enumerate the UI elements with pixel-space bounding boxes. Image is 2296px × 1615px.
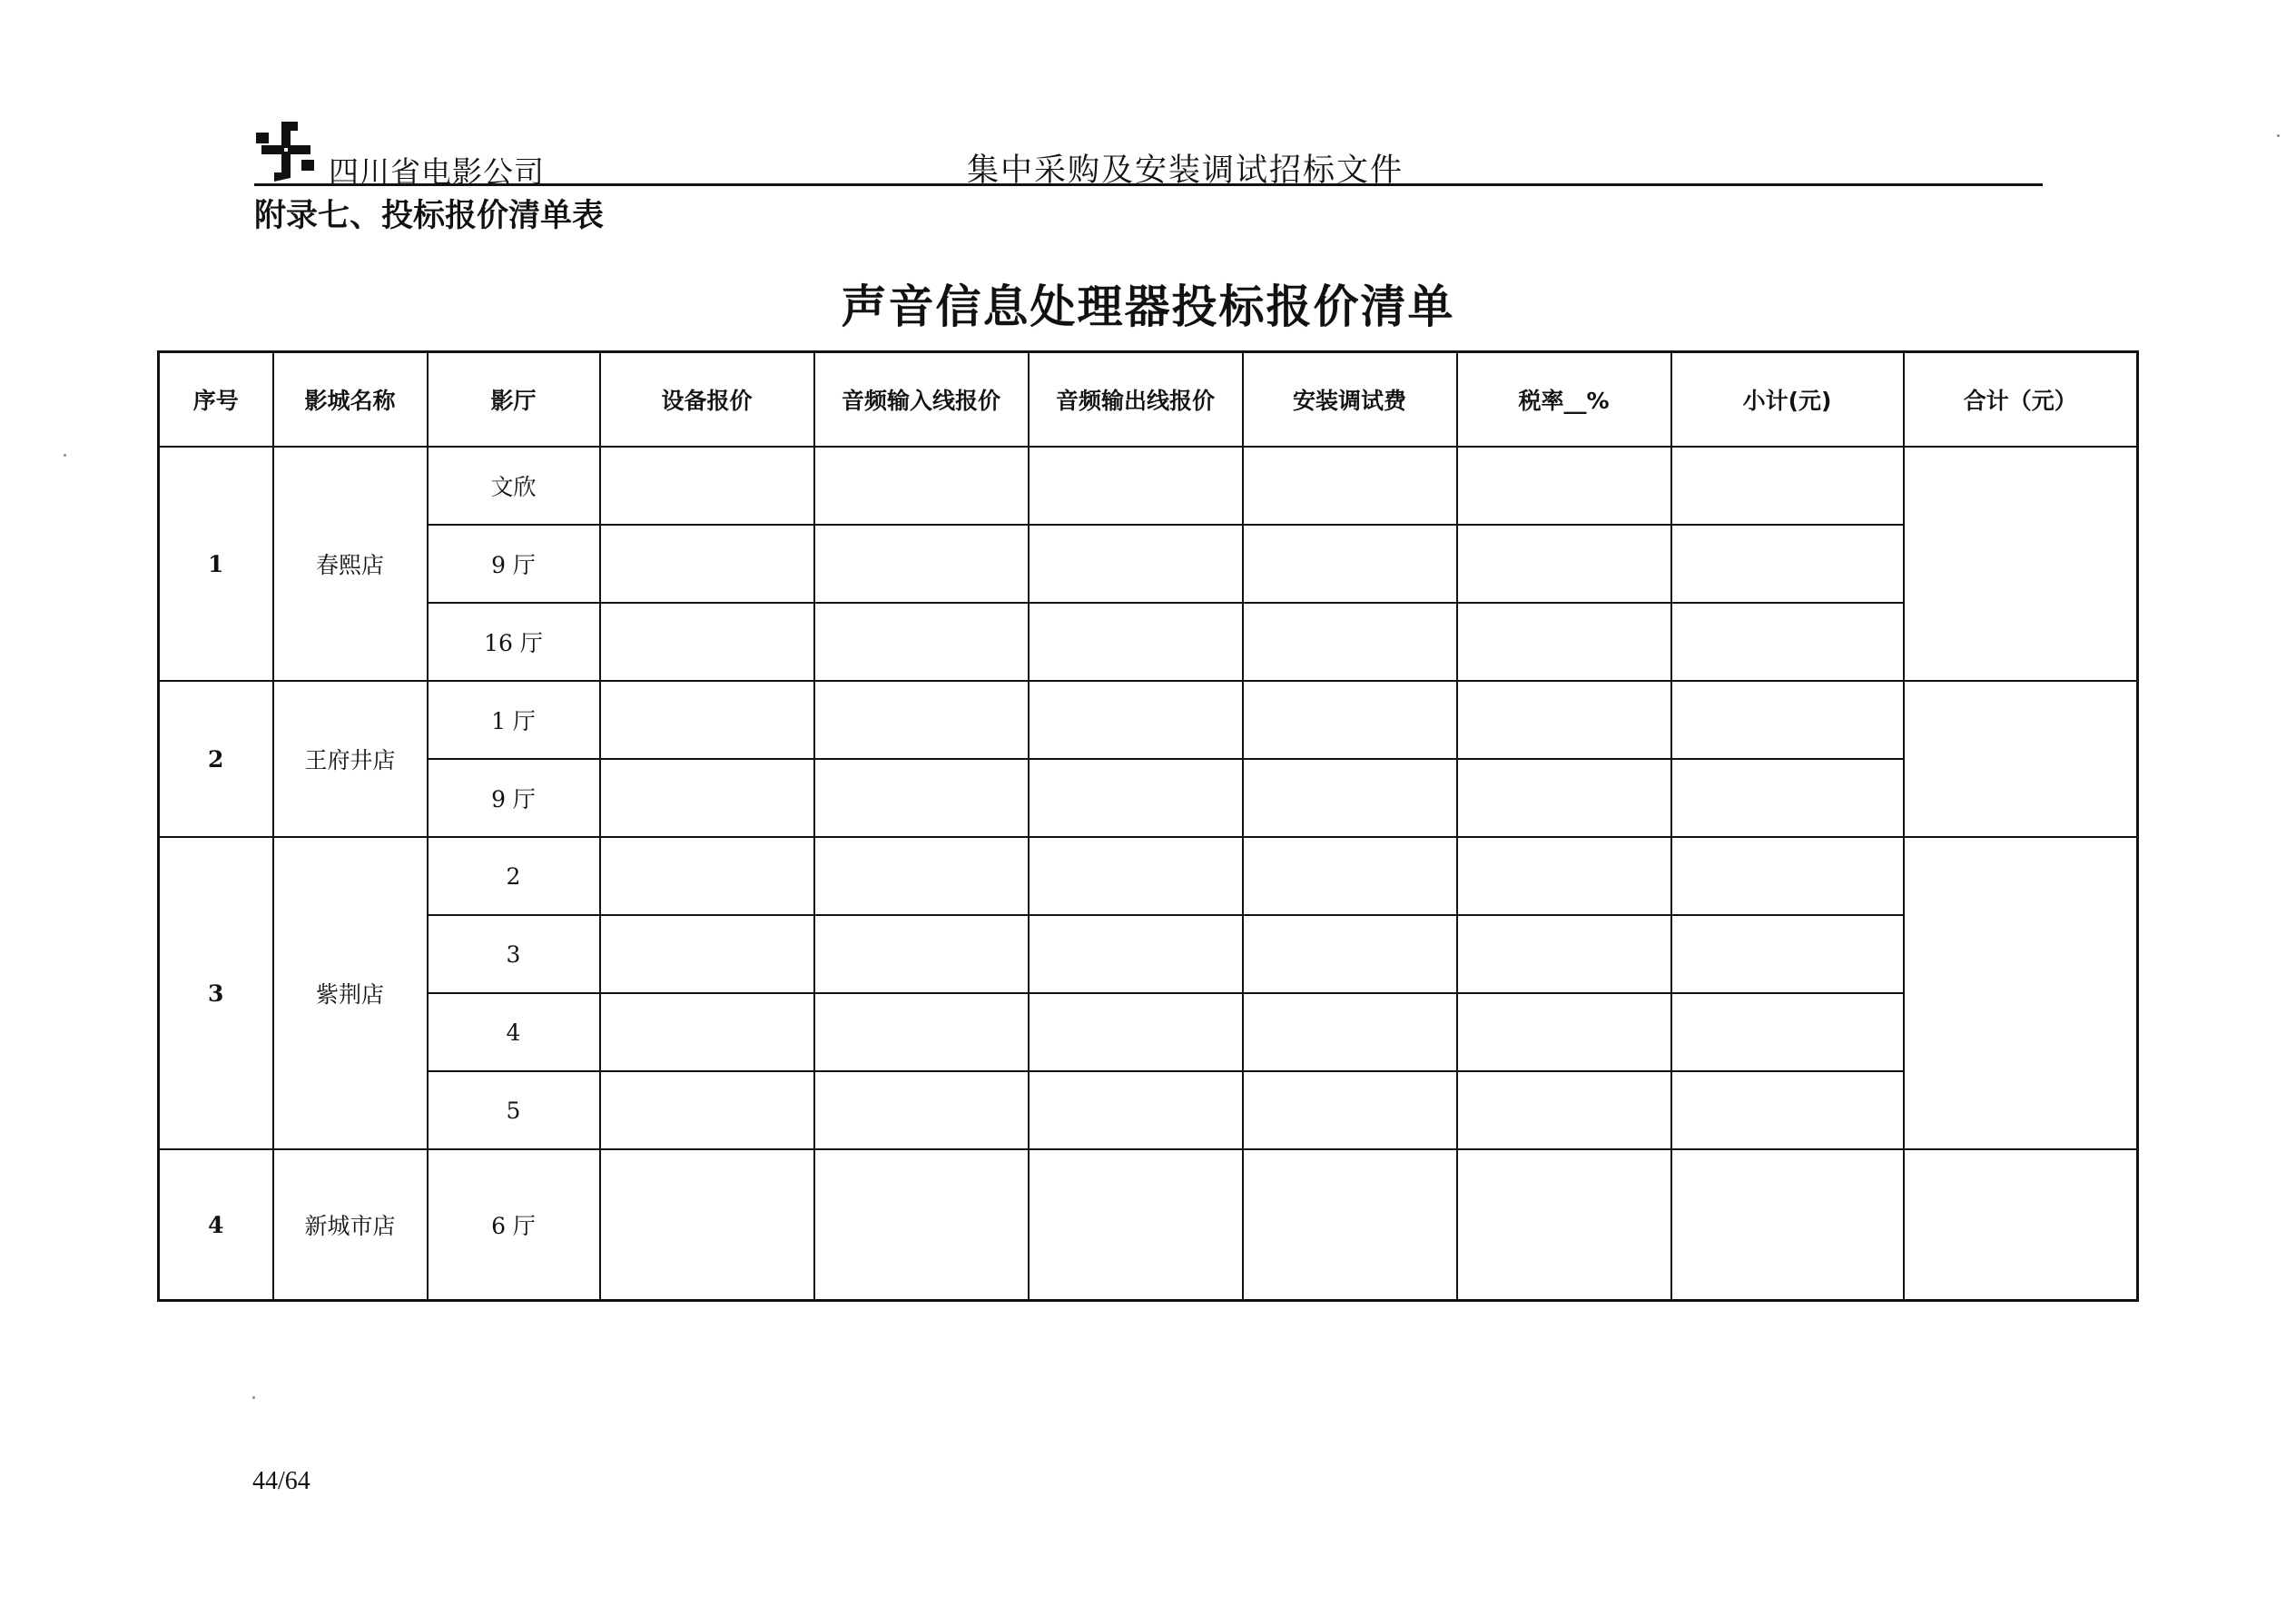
col-header: 音频输入线报价 (814, 352, 1029, 448)
input-cell[interactable] (1029, 525, 1243, 603)
table-row (159, 525, 2138, 603)
input-cell[interactable] (1243, 993, 1457, 1071)
input-cell[interactable] (1029, 993, 1243, 1071)
input-cell[interactable] (1671, 681, 1904, 759)
total-cell[interactable] (1904, 681, 2138, 837)
seq-cell: 4 (159, 1149, 273, 1301)
table-row (159, 1149, 2138, 1301)
scan-speck (2277, 134, 2280, 137)
input-cell[interactable] (1029, 759, 1243, 837)
table-row (159, 603, 2138, 681)
cinema-cell: 紫荆店 (273, 837, 428, 1149)
hall-cell: 5 (428, 1071, 600, 1149)
page-header (254, 136, 2043, 190)
col-header: 影厅 (428, 352, 600, 448)
input-cell[interactable] (1243, 681, 1457, 759)
hall-cell: 16 厅 (428, 603, 600, 681)
input-cell[interactable] (1029, 603, 1243, 681)
input-cell[interactable] (1457, 681, 1671, 759)
hall-cell: 1 厅 (428, 681, 600, 759)
input-cell[interactable] (1243, 447, 1457, 525)
input-cell[interactable] (1457, 447, 1671, 525)
input-cell[interactable] (1671, 915, 1904, 993)
input-cell[interactable] (1243, 915, 1457, 993)
hall-cell: 3 (428, 915, 600, 993)
input-cell[interactable] (1671, 447, 1904, 525)
hall-cell: 文欣 (428, 447, 600, 525)
input-cell[interactable] (1671, 1149, 1904, 1301)
table-row (159, 915, 2138, 993)
input-cell[interactable] (1243, 759, 1457, 837)
input-cell[interactable] (1457, 993, 1671, 1071)
input-cell[interactable] (814, 447, 1029, 525)
input-cell[interactable] (1457, 1071, 1671, 1149)
company-name: 四川省电影公司 (329, 154, 545, 190)
input-cell[interactable] (1029, 681, 1243, 759)
col-header: 合计（元） (1904, 352, 2138, 448)
input-cell[interactable] (1029, 1149, 1243, 1301)
input-cell[interactable] (1457, 603, 1671, 681)
input-cell[interactable] (600, 993, 814, 1071)
total-cell[interactable] (1904, 1149, 2138, 1301)
input-cell[interactable] (1671, 525, 1904, 603)
hall-cell: 2 (428, 837, 600, 915)
table-title: 声音信息处理器投标报价清单 (841, 281, 1455, 333)
input-cell[interactable] (600, 1071, 814, 1149)
col-header: 税率__% (1457, 352, 1671, 448)
total-cell[interactable] (1904, 447, 2138, 681)
scan-speck (64, 454, 66, 457)
input-cell[interactable] (814, 525, 1029, 603)
appendix-heading: 附录七、投标报价清单表 (254, 198, 605, 234)
header-row (159, 352, 2138, 448)
input-cell[interactable] (1671, 837, 1904, 915)
cinema-cell: 新城市店 (273, 1149, 428, 1301)
cinema-cell: 春熙店 (273, 447, 428, 681)
input-cell[interactable] (1243, 525, 1457, 603)
page-number: 44/64 (252, 1467, 310, 1495)
input-cell[interactable] (1029, 837, 1243, 915)
seq-cell: 2 (159, 681, 273, 837)
col-header: 序号 (159, 352, 273, 448)
input-cell[interactable] (814, 837, 1029, 915)
scan-speck (252, 1396, 255, 1399)
hall-cell: 4 (428, 993, 600, 1071)
input-cell[interactable] (1029, 915, 1243, 993)
input-cell[interactable] (1457, 525, 1671, 603)
col-header: 音频输出线报价 (1029, 352, 1243, 448)
hall-cell: 9 厅 (428, 759, 600, 837)
input-cell[interactable] (1671, 1071, 1904, 1149)
input-cell[interactable] (1671, 603, 1904, 681)
header-divider (254, 183, 2043, 186)
hall-cell: 6 厅 (428, 1149, 600, 1301)
input-cell[interactable] (1457, 837, 1671, 915)
sichuan-film-logo-icon (254, 118, 318, 185)
input-cell[interactable] (1457, 1149, 1671, 1301)
input-cell[interactable] (600, 603, 814, 681)
hall-cell: 9 厅 (428, 525, 600, 603)
input-cell[interactable] (600, 837, 814, 915)
seq-cell: 3 (159, 837, 273, 1149)
input-cell[interactable] (814, 1149, 1029, 1301)
table-row (159, 837, 2138, 915)
input-cell[interactable] (1457, 915, 1671, 993)
seq-cell: 1 (159, 447, 273, 681)
input-cell[interactable] (814, 603, 1029, 681)
input-cell[interactable] (600, 1149, 814, 1301)
input-cell[interactable] (814, 915, 1029, 993)
col-header: 小计(元) (1671, 352, 1904, 448)
input-cell[interactable] (600, 915, 814, 993)
input-cell[interactable] (814, 681, 1029, 759)
input-cell[interactable] (1671, 759, 1904, 837)
quotation-table (157, 350, 2139, 1302)
col-header: 安装调试费 (1243, 352, 1457, 448)
cinema-cell: 王府井店 (273, 681, 428, 837)
input-cell[interactable] (1029, 1071, 1243, 1149)
total-cell[interactable] (1904, 837, 2138, 1149)
input-cell[interactable] (600, 525, 814, 603)
col-header: 影城名称 (273, 352, 428, 448)
input-cell[interactable] (600, 759, 814, 837)
input-cell[interactable] (600, 447, 814, 525)
table-row (159, 993, 2138, 1071)
table-row (159, 447, 2138, 525)
col-header: 设备报价 (600, 352, 814, 448)
input-cell[interactable] (1671, 993, 1904, 1071)
input-cell[interactable] (1243, 1071, 1457, 1149)
input-cell[interactable] (1029, 447, 1243, 525)
input-cell[interactable] (1243, 837, 1457, 915)
table-row (159, 1071, 2138, 1149)
input-cell[interactable] (814, 759, 1029, 837)
input-cell[interactable] (600, 681, 814, 759)
input-cell[interactable] (814, 993, 1029, 1071)
input-cell[interactable] (1243, 1149, 1457, 1301)
table-row (159, 759, 2138, 837)
input-cell[interactable] (1457, 759, 1671, 837)
input-cell[interactable] (814, 1071, 1029, 1149)
input-cell[interactable] (1243, 603, 1457, 681)
table-row (159, 681, 2138, 759)
document-title: 集中采购及安装调试招标文件 (967, 153, 1404, 189)
